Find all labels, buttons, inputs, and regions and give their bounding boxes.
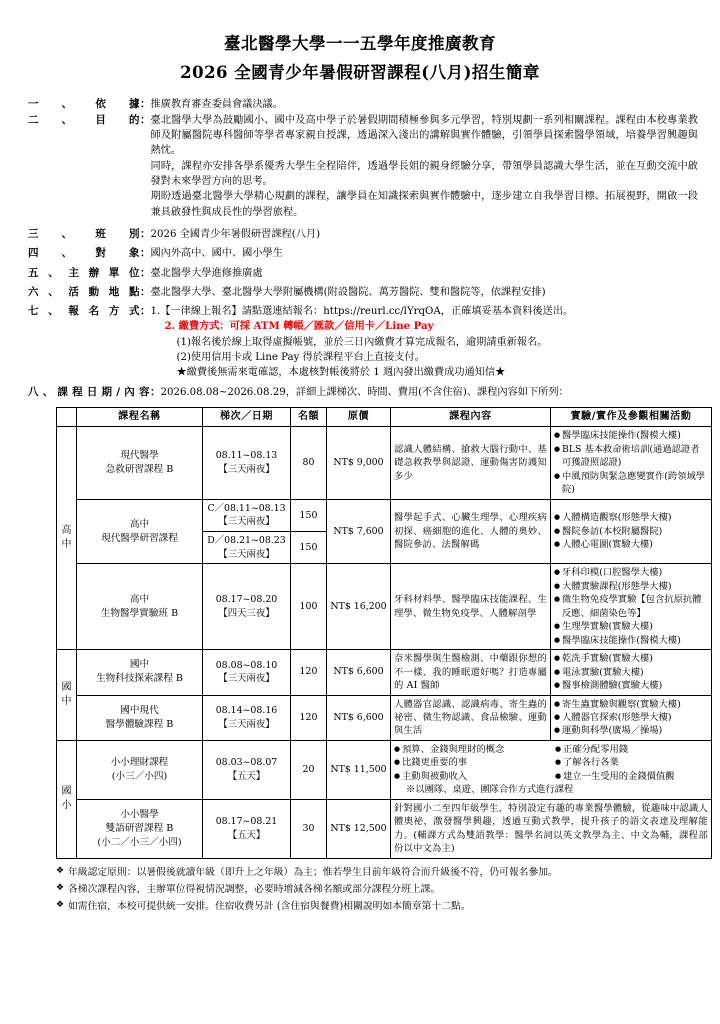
course-price: NT$ 6,600	[327, 650, 391, 695]
section-paragraph: 臺北醫學大學進修推廣處	[150, 267, 263, 279]
bullet-icon: ●	[554, 444, 561, 453]
table-row	[57, 564, 712, 650]
course-name: 現代醫學 急救研習課程 B	[77, 427, 203, 499]
bullet-icon: ●	[394, 758, 401, 767]
bullet-icon: ●	[555, 744, 562, 753]
bullet-icon: ●	[394, 744, 401, 753]
section-body-5	[151, 266, 699, 281]
course-price: NT$ 7,600	[327, 499, 391, 564]
bullet-icon: ●	[554, 526, 561, 535]
course-activities: ● 醫學臨床技能操作(醫模大樓) ● BLS 基本救命術培訓(通過認證者可獲證照認證) ● 中風預防與緊急應變實作(跨領域學院)	[551, 427, 712, 499]
th-activity: 實驗/實作及參觀相關活動	[551, 407, 712, 427]
registration-online-line[interactable]: 1.【一律線上報名】請點選連結報名：https://reurl.cc/lYrqOA，正確填妥基本資料後送出。	[150, 306, 574, 318]
course-quota: 30	[291, 799, 327, 858]
table-row	[57, 695, 712, 740]
course-content: 奈米醫學與生醫檢測、中藥跟你想的不一樣、我的睡眠還好嗎？打造專屬的 AI 醫師	[391, 650, 551, 695]
page-title-main: 臺北醫學大學一一五學年度推廣教育	[224, 34, 496, 53]
page-title-sub: 2026 全國青少年暑假研習課程(八月)招生簡章	[180, 62, 540, 82]
course-date: 08.17~08.21 【五天】	[203, 799, 291, 858]
course-quota: 20	[291, 740, 327, 799]
group-label-junior: 國中	[57, 650, 77, 741]
section-label-3: 三 、 班 別	[28, 227, 140, 240]
section-paragraph: 推廣教育審查委員會議決議。	[150, 98, 283, 110]
footnotes-block	[56, 864, 698, 915]
th-group	[57, 407, 77, 427]
section-item-2	[22, 113, 698, 220]
section-colon-2: ：	[140, 113, 151, 126]
course-name: 高中 現代醫學研習課程	[77, 499, 203, 564]
course-activities: ● 人體構造觀察(形態學大樓) ● 醫院參訪(本校附屬醫院) ● 人體心電圖(實驗大樓)	[551, 499, 712, 564]
section-paragraph: 臺北醫學大學為鼓勵國小、國中及高中學子於暑假期間積極參與多元學習，特別規劃一系列相關課程。課程由本校專業教師及附屬醫院專科醫師等學者專家親自授課，透過深入淺出的講解與實作體驗，引領學員探索醫學領域，培養學習興趣與熱忱。	[150, 114, 698, 157]
schedule-intro: 2026.08.08~2026.08.29，詳細上課梯次、時間、費用(不含住宿)、課程內容如下所列：	[160, 386, 569, 398]
course-quota: 120	[291, 695, 327, 740]
course-content: 認識人體結構、搶救大腦行動中、基礎急救教學與認證、運動傷害防護知多少	[391, 427, 551, 499]
course-content-merged: ● 預算、金錢與理財的概念 ● 比錢更重要的事 ● 主動與被動收入 ● 正確分配零用錢 ● 了解各行各業 ● 建立一生受用的金錢價值觀 ※以團隊、桌遊、團隊合作方式進行課程	[391, 740, 712, 799]
diamond-icon: ❖	[56, 899, 65, 910]
th-quota: 名額	[291, 407, 327, 427]
diamond-icon: ❖	[56, 865, 65, 876]
course-quota: 120	[291, 650, 327, 695]
course-content: 人體器官認識、認識病毒、寄生蟲的祕密、微生物認識、食品檢驗、運動與生活	[391, 695, 551, 740]
table-row	[57, 740, 712, 799]
section-paragraph: 2026 全國青少年暑假研習課程(八月)	[150, 228, 321, 240]
course-price: NT$ 12,500	[327, 799, 391, 858]
course-date: C／08.11~08.13 【三天兩夜】	[203, 499, 291, 531]
section-item-8	[22, 385, 698, 400]
table-row	[57, 650, 712, 695]
courses-table	[56, 407, 712, 859]
section-paragraph: 同時，課程亦安排各學系優秀大學生全程陪伴，透過學長姐的親身經驗分享，帶領學員認識大學生活，並在互動交流中啟發對未來學習方向的思考。	[150, 160, 698, 188]
section-label-8: 八 、 課 程 日 期 / 內 容	[28, 385, 150, 398]
section-colon-1: ：	[140, 97, 151, 110]
course-name: 小小醫學 雙語研習課程 B (小二／小三／小四)	[77, 799, 203, 858]
bullet-icon: ●	[554, 667, 561, 676]
course-price: NT$ 9,000	[327, 427, 391, 499]
course-quota: 150	[291, 532, 327, 564]
diamond-icon: ❖	[56, 882, 65, 893]
registration-confirm-note: ★繳費後無需來電確認，本處核對帳後將於 1 週內發出繳費成功通知信★	[176, 367, 506, 379]
footnote-item: ❖ 年級認定原則：以暑假後就讀年級（即升上之年級）為主；惟若學生目前年級符合而升級後不符，仍可報名參加。	[56, 865, 558, 878]
course-date: 08.17~08.20 【四天三夜】	[203, 564, 291, 650]
course-content-note: ※以團隊、桌遊、團隊合作方式進行課程	[406, 784, 574, 796]
section-label-4: 四 、 對 象	[28, 247, 140, 260]
th-content: 課程內容	[391, 407, 551, 427]
section-body-7	[151, 304, 699, 380]
section-label-7: 七 、 報 名 方 式	[28, 305, 140, 318]
section-colon-8: ：	[150, 385, 161, 398]
registration-payment-note-1: (1)報名後於線上取得虛擬帳號，並於三日內繳費才算完成報名，逾期請重新報名。	[176, 336, 548, 348]
course-date: 08.11~08.13 【三天兩夜】	[203, 427, 291, 499]
course-name: 小小理財課程 (小三／小四)	[77, 740, 203, 799]
section-paragraph: 國內外高中、國中、國小學生	[150, 248, 283, 260]
group-label-senior: 高中	[57, 427, 77, 650]
th-course-name: 課程名稱	[77, 407, 203, 427]
course-name: 國中 生物科技探索課程 B	[77, 650, 203, 695]
course-date: 08.03~08.07 【五天】	[203, 740, 291, 799]
section-label-5: 五 、 主 辦 單 位	[28, 266, 140, 279]
registration-payment-methods: 2. 繳費方式：可採 ATM 轉帳／匯款／信用卡／Line Pay	[164, 320, 434, 333]
section-colon-5: ：	[140, 266, 151, 279]
section-body-4	[151, 246, 699, 261]
section-item-7	[22, 304, 698, 380]
course-content-merged: 針對國小二至四年級學生，特別設定有趣的專業醫學體驗，從趣味中認識人體奧祕，激發醫學興趣，透過互動式教學，提升孩子的語文表達及理解能力。(輔課方式為雙語教學：醫學名詞以英文教學為主、中文為輔，課程部份以中文為主)	[391, 799, 712, 858]
course-quota: 150	[291, 499, 327, 531]
bullet-icon: ●	[394, 771, 401, 780]
section-label-6: 六 、 活 動 地 點	[28, 285, 140, 298]
bullet-icon: ●	[554, 581, 561, 590]
bullet-icon: ●	[554, 568, 561, 577]
course-quota: 100	[291, 564, 327, 650]
section-body-3	[151, 227, 699, 242]
section-item-3	[22, 227, 698, 242]
table-row	[57, 427, 712, 499]
bullet-icon: ●	[554, 654, 561, 663]
section-body-2	[151, 113, 699, 220]
course-activities: ● 牙科印模(口腔醫學大樓) ● 大體實驗課程(形態學大樓) ● 微生物免疫學實驗【包含抗原抗體反應、細菌染色等】 ● 生理學實驗(實驗大樓) ● 醫學臨床技能操作(醫模大樓)	[551, 564, 712, 650]
bullet-icon: ●	[554, 513, 561, 522]
bullet-icon: ●	[554, 622, 561, 631]
section-colon-3: ：	[140, 227, 151, 240]
course-activities: ● 乾洗手實驗(實驗大樓) ● 電泳實驗(實驗大樓) ● 醫事檢測體驗(實驗大樓)	[551, 650, 712, 695]
bullet-icon: ●	[554, 681, 561, 690]
bullet-icon: ●	[554, 595, 561, 604]
section-item-1	[22, 97, 698, 112]
bullet-icon: ●	[554, 635, 561, 644]
table-header-row	[57, 407, 712, 427]
section-colon-7: ：	[140, 305, 151, 318]
course-price: NT$ 16,200	[327, 564, 391, 650]
section-item-6	[22, 285, 698, 300]
bullet-icon: ●	[555, 771, 562, 780]
group-label-elementary: 國小	[57, 740, 77, 858]
course-date: 08.08~08.10 【三天兩夜】	[203, 650, 291, 695]
th-date: 梯次／日期	[203, 407, 291, 427]
course-date: D／08.21~08.23 【三天兩夜】	[203, 532, 291, 564]
table-row	[57, 799, 712, 858]
section-colon-6: ：	[140, 285, 151, 298]
course-quota: 80	[291, 427, 327, 499]
course-name: 高中 生物醫學實驗班 B	[77, 564, 203, 650]
section-paragraph: 臺北醫學大學、臺北醫學大學附屬機構(附設醫院、萬芳醫院、雙和醫院等，依課程安排)	[150, 286, 546, 298]
section-paragraph: 期盼透過臺北醫學大學精心規劃的課程，讓學員在知識探索與實作體驗中，逐步建立自我學習目標、拓展視野，開啟一段兼具啟發性與成長性的學習旅程。	[150, 191, 698, 218]
table-row	[57, 499, 712, 531]
section-item-4	[22, 246, 698, 261]
course-date: 08.14~08.16 【三天兩夜】	[203, 695, 291, 740]
section-label-1: 一 、 依 據	[28, 97, 140, 110]
section-colon-4: ：	[140, 247, 151, 260]
bullet-icon: ●	[554, 726, 561, 735]
course-price: NT$ 6,600	[327, 695, 391, 740]
bullet-icon: ●	[554, 540, 561, 549]
section-body-6	[151, 285, 699, 300]
course-content: 醫學起手式、心臟生理學、心理疾病初探、癌細胞的進化、人體的奧妙、醫院參訪、法醫解碼	[391, 499, 551, 564]
bullet-icon: ●	[554, 699, 561, 708]
course-content: 牙科材料學、醫學臨床技能課程、生理學、微生物免疫學、人體解剖學	[391, 564, 551, 650]
registration-payment-note-2: (2)使用信用卡或 Line Pay 得於課程平台上直接支付。	[176, 352, 425, 364]
bullet-icon: ●	[554, 471, 561, 480]
section-body-1	[151, 97, 699, 112]
bullet-icon: ●	[554, 431, 561, 440]
course-name: 國中現代 醫學體驗課程 B	[77, 695, 203, 740]
course-activities: ● 寄生蟲實驗與觀察(實驗大樓) ● 人體器官探索(形態學大樓) ● 運動與科學(廣場／操場)	[551, 695, 712, 740]
footnote-item: ❖ 如需住宿，本校可提供統一安排。住宿收費另計 (含住宿與餐費)相關說明如本簡章第十二點。	[56, 899, 471, 912]
section-item-5	[22, 266, 698, 281]
course-price: NT$ 11,500	[327, 740, 391, 799]
section-body-8	[161, 385, 699, 400]
section-label-2: 二 、 目 的	[28, 113, 140, 126]
footnote-item: ❖ 各梯次課程內容，主辦單位得視情況調整，必要時增減各梯名額或部分課程分班上課。	[56, 882, 441, 895]
bullet-icon: ●	[554, 712, 561, 721]
th-price: 原價	[327, 407, 391, 427]
bullet-icon: ●	[555, 758, 562, 767]
